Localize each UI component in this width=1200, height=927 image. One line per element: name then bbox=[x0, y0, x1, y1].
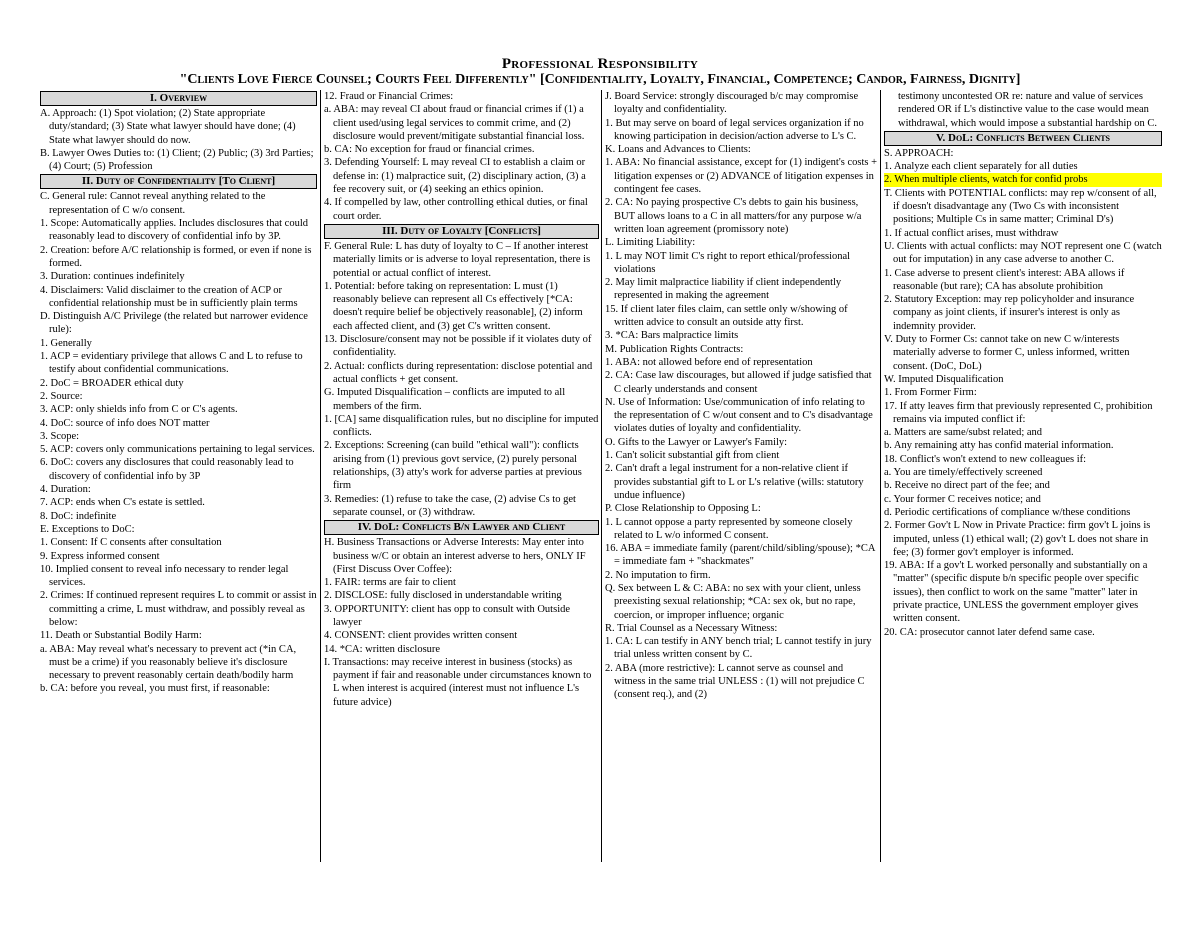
outline-item: 2. Former Gov't L Now in Private Practice: firm gov't L joins is imputed, unless (1) ethical wall; (2) gov't L does not share in fee; (3) former gov't employer is informed. bbox=[884, 520, 1151, 558]
outline-item: 1. CA: L can testify in ANY bench trial; L cannot testify in jury trial unless written consent by C. bbox=[605, 636, 872, 661]
column-4 bbox=[884, 90, 1162, 639]
outline-item: 17. If atty leaves firm that previously represented C, prohibition remains via imputed conflict if: bbox=[884, 400, 1153, 425]
outline-item: 12. Fraud or Financial Crimes: bbox=[324, 91, 454, 102]
outline-item: 1. Scope: Automatically applies. Includes disclosures that could reasonably lead to discovery of confidential info by 3P. bbox=[40, 218, 308, 243]
outline-item: W. Imputed Disqualification bbox=[884, 373, 1004, 385]
outline-item: 15. If client later files claim, can settle only w/showing of written advice to consult an outside atty first. bbox=[605, 303, 848, 329]
outline-item: b. CA: No exception for fraud or financial crimes. bbox=[324, 144, 535, 156]
outline-item: T. Clients with POTENTIAL conflicts: may rep w/consent of all, if doesn't disadvantage any (Two Cs with inconsistent positions; Multiple Cs in same matter; Criminal D's) bbox=[884, 187, 1157, 226]
outline-item: V. Duty to Former Cs: cannot take on new C w/interests materially adverse to former C, unless informed, written consent. (DoC, DoL) bbox=[884, 334, 1130, 372]
outline-item: 18. Conflict's won't extend to new colleagues if: bbox=[884, 453, 1087, 465]
outline-item: P. Close Relationship to Opposing L: bbox=[605, 503, 761, 515]
outline-item: 2. Exceptions: Screening (can build "ethical wall"): conflicts arising from (1) previous govt service, (2) purely personal relationships, (3) atty's work for adverse parties at previous firm bbox=[324, 440, 582, 492]
outline-item: Q. Sex between L & C: ABA: no sex with your client, unless preexisting sexual relationship; *CA: sex ok, but no rape, coercion, or improper influence; organic bbox=[605, 582, 861, 621]
outline-item: c. Your former C receives notice; and bbox=[884, 493, 1041, 505]
outline-item: 3. Scope: bbox=[40, 430, 80, 442]
outline-item: D. Distinguish A/C Privilege (the related but narrower evidence rule): bbox=[40, 311, 308, 336]
outline-item: E. Exceptions to DoC: bbox=[40, 523, 135, 535]
outline-item: 1. L cannot oppose a party represented by someone closely related to L w/o informed C consent. bbox=[605, 516, 853, 541]
outline-item: 2. Actual: conflicts during representation: disclose potential and actual conflicts + get consent. bbox=[324, 360, 593, 385]
outline-item: 2. Can't draft a legal instrument for a non-relative client if provides substantial gift to L or L's relative (wills: statutory undue influence) bbox=[605, 463, 864, 501]
outline-item: 9. Express informed consent bbox=[40, 550, 160, 562]
outline-item: 1. Analyze each client separately for all duties bbox=[884, 161, 1078, 173]
outline-item: 3. Defending Yourself: L may reveal CI to establish a claim or defense in: (1) malpractice suit, (2) disciplinary action, (3) a fee recovery suit, or (4) seeking an ethics opinion. bbox=[324, 157, 586, 196]
outline-item: L. Limiting Liability: bbox=[605, 237, 696, 249]
outline-item: H. Business Transactions or Adverse Interests: May enter into business w/C or obtain an interest adverse to hers, ONLY IF (First Discuss Over Coffee): bbox=[324, 537, 586, 575]
outline-item: 5. ACP: covers only communications pertaining to legal services. bbox=[40, 444, 315, 456]
outline-item: 16. ABA = immediate family (parent/child/sibling/spouse); *CA = immediate fam + "shackmates" bbox=[605, 543, 875, 568]
section-heading: I. Overview bbox=[40, 91, 317, 106]
outline-item: 1. From Former Firm: bbox=[884, 387, 977, 399]
outline-item: 1. If actual conflict arises, must withdraw bbox=[884, 227, 1059, 239]
outline-item: 1. Potential: before taking on representation: L must (1) reasonably believe can represent all Cs effectively [*CA: doesn't require belief be objectively reasonable], (2) inform each affected client, and (3) get C's written consent. bbox=[324, 280, 583, 332]
outline-item: C. General rule: Cannot reveal anything related to the representation of C w/o consent. bbox=[40, 191, 266, 216]
outline-item: 1. L may NOT limit C's right to report ethical/professional violations bbox=[605, 250, 851, 275]
page-title: Professional Responsibility bbox=[501, 56, 699, 72]
outline-item: F. General Rule: L has duty of loyalty to C – If another interest materially limits or is adverse to loyal representation, there is potential or actual conflict of interest. bbox=[324, 240, 591, 279]
section-heading: IV. DoL: Conflicts B/n Lawyer and Client bbox=[324, 520, 599, 535]
outline-item: b. Any remaining atty has confid material information. bbox=[884, 440, 1114, 452]
outline-item: 2. When multiple clients, watch for confid probs bbox=[884, 173, 1162, 186]
outline-item: 3. ACP: only shields info from C or C's agents. bbox=[40, 404, 238, 416]
outline-item: K. Loans and Advances to Clients: bbox=[605, 144, 751, 156]
column-2 bbox=[324, 90, 599, 709]
outline-item: 1. But may serve on board of legal services organization if no knowing participation in decision/action adverse to L's C. bbox=[605, 117, 864, 142]
outline-item: J. Board Service: strongly discouraged b/c may compromise loyalty and confidentiality. bbox=[605, 91, 859, 116]
outline-item: 2. CA: No paying prospective C's debts to gain his business, BUT allows loans to a C in all matters/for any purpose w/a written loan agreement (promissory note) bbox=[605, 197, 862, 235]
outline-item: 2. Source: bbox=[40, 390, 83, 402]
outline-item: 20. CA: prosecutor cannot later defend same case. bbox=[884, 626, 1095, 638]
outline-item: N. Use of Information: Use/communication of info relating to the representation of C w/out consent and to C's disadvantage violates duties of loyalty and confidentiality. bbox=[605, 396, 873, 435]
outline-item: 1. Generally bbox=[40, 337, 92, 349]
outline-item: 1. ABA: No financial assistance, except for (1) indigent's costs + litigation expenses or (2) ADVANCE of litigation expenses in contingent fee cases. bbox=[605, 157, 878, 196]
outline-item: b. Receive no direct part of the fee; and bbox=[884, 480, 1050, 492]
outline-item: 2. ABA (more restrictive): L cannot serve as counsel and witness in the same trial UNLESS : (1) will not prejudice C (consent req.), and (2) bbox=[605, 662, 865, 701]
outline-item: b. CA: before you reveal, you must first, if reasonable: bbox=[40, 683, 270, 695]
outline-item: 8. DoC: indefinite bbox=[40, 510, 117, 522]
outline-item: a. ABA: May reveal what's necessary to prevent act (*in CA, must be a crime) if you reasonably believe it's disclosure necessary to prevent reasonably certain death/bodily harm bbox=[40, 643, 297, 682]
outline-item: 4. Duration: bbox=[40, 484, 91, 496]
outline-item: a. You are timely/effectively screened bbox=[884, 467, 1043, 479]
outline-item: testimony uncontested OR re: nature and value of services rendered OR if L's distinctive value to the case would mean withdrawal, which would impose a substantial hardship on C. bbox=[898, 91, 1157, 129]
outline-item: 2. DISCLOSE: fully disclosed in understandable writing bbox=[324, 590, 562, 602]
section-heading: II. Duty of Confidentiality [To Client] bbox=[40, 174, 317, 189]
outline-item: G. Imputed Disqualification – conflicts are imputed to all members of the firm. bbox=[324, 387, 566, 412]
outline-item: B. Lawyer Owes Duties to: (1) Client; (2) Public; (3) 3rd Parties; (4) Court; (5) Profession bbox=[40, 147, 314, 173]
column-divider bbox=[601, 90, 602, 862]
column-divider bbox=[880, 90, 881, 862]
outline-item: 1. ABA: not allowed before end of representation bbox=[605, 356, 813, 368]
outline-item: 1. FAIR: terms are fair to client bbox=[324, 577, 456, 589]
outline-item: 7. ACP: ends when C's estate is settled. bbox=[40, 497, 205, 509]
column-1 bbox=[40, 90, 317, 696]
outline-item: a. ABA: may reveal CI about fraud or financial crimes if (1) a client used/using legal services to commit crime, and (2) disclosure would prevent/mitigate substantial financial loss. bbox=[324, 104, 585, 142]
outline-item: a. Matters are same/subst related; and bbox=[884, 427, 1043, 439]
outline-item: 3. OPPORTUNITY: client has opp to consult with Outside lawyer bbox=[324, 603, 571, 628]
outline-item: 1. [CA] same disqualification rules, but no discipline for imputed conflicts. bbox=[324, 413, 599, 439]
outline-item: 4. If compelled by law, other controlling ethical duties, or final court order. bbox=[324, 197, 588, 222]
outline-item: 13. Disclosure/consent may not be possible if it violates duty of confidentiality. bbox=[324, 334, 592, 359]
outline-item: 4. CONSENT: client provides written consent bbox=[324, 630, 518, 642]
page-subtitle: "Clients Love Fierce Counsel; Courts Feel Differently" [Confidentiality, Loyalty, Financial, Competence; Candor, Fairness, Dignity] bbox=[179, 72, 1021, 87]
outline-item: 10. Implied consent to reveal info necessary to render legal services. bbox=[40, 563, 289, 589]
outline-item: 11. Death or Substantial Bodily Harm: bbox=[40, 630, 202, 642]
outline-item: R. Trial Counsel as a Necessary Witness: bbox=[605, 622, 778, 634]
outline-item: O. Gifts to the Lawyer or Lawyer's Family: bbox=[605, 436, 788, 448]
outline-item: A. Approach: (1) Spot violation; (2) State appropriate duty/standard; (3) State what lawyer should have done; (4) State what lawyer should do now. bbox=[40, 108, 296, 146]
outline-item: 1. Consent: If C consents after consultation bbox=[40, 537, 222, 549]
outline-item: 19. ABA: If a gov't L worked personally and substantially on a "matter" (specific dispute b/n specific people over specific issues), then conflict to work on the same "matter" later in private practice, UNLESS the government employer gives written consent. bbox=[884, 560, 1148, 625]
outline-item: 2. Statutory Exception: may rep policyholder and insurance company as joint clients, if insurer's interest is only as indemnity provider. bbox=[884, 294, 1135, 332]
outline-item: 2. CA: Case law discourages, but allowed if judge satisfied that C clearly understands and consent bbox=[605, 370, 872, 395]
outline-item: S. APPROACH: bbox=[884, 147, 954, 159]
outline-item: 3. Remedies: (1) refuse to take the case, (2) advise Cs to get separate counsel, or (3) withdraw. bbox=[324, 493, 576, 518]
outline-item: 2. May limit malpractice liability if client independently represented in making the agreement bbox=[605, 277, 842, 302]
outline-item: 14. *CA: written disclosure bbox=[324, 643, 441, 655]
outline-item: 3. Duration: continues indefinitely bbox=[40, 271, 185, 283]
outline-item: I. Transactions: may receive interest in business (stocks) as payment if fair and reasonable under circumstances known to L when interest is acquired (interest must not influence L's future advice) bbox=[324, 656, 592, 708]
section-heading: V. DoL: Conflicts Between Clients bbox=[884, 131, 1162, 146]
outline-item: 4. DoC: source of info does NOT matter bbox=[40, 417, 210, 429]
outline-item: 3. *CA: Bars malpractice limits bbox=[605, 330, 739, 342]
outline-item: d. Periodic certifications of compliance w/these conditions bbox=[884, 506, 1131, 518]
column-divider bbox=[320, 90, 321, 862]
column-3 bbox=[605, 90, 877, 702]
outline-item: 1. Case adverse to present client's interest: ABA allows if reasonable (but rare); CA has absolute prohibition bbox=[884, 267, 1125, 292]
outline-item: U. Clients with actual conflicts: may NOT represent one C (watch out for imputation) in any case adverse to another C. bbox=[884, 240, 1162, 266]
outline-item: 6. DoC: covers any disclosures that could reasonably lead to discovery of confidential info by 3P bbox=[40, 457, 294, 482]
outline-item: 1. ACP = evidentiary privilege that allows C and L to refuse to testify about confidential communications. bbox=[40, 351, 303, 376]
outline-item: 2. DoC = BROADER ethical duty bbox=[40, 377, 184, 389]
outline-item: 2. Creation: before A/C relationship is formed, or even if none is formed. bbox=[40, 244, 312, 269]
outline-item: 1. Can't solicit substantial gift from client bbox=[605, 450, 780, 462]
outline-item: 2. Crimes: If continued represent requires L to commit or assist in committing a crime, L must withdraw, and possibly reveal as below: bbox=[40, 590, 317, 628]
outline-item: 2. No imputation to firm. bbox=[605, 569, 711, 581]
outline-item: M. Publication Rights Contracts: bbox=[605, 343, 744, 355]
outline-item: 4. Disclaimers: Valid disclaimer to the creation of ACP or confidential relationship must be in sufficiently plain terms bbox=[40, 284, 298, 309]
section-heading: III. Duty of Loyalty [Conflicts] bbox=[324, 224, 599, 239]
